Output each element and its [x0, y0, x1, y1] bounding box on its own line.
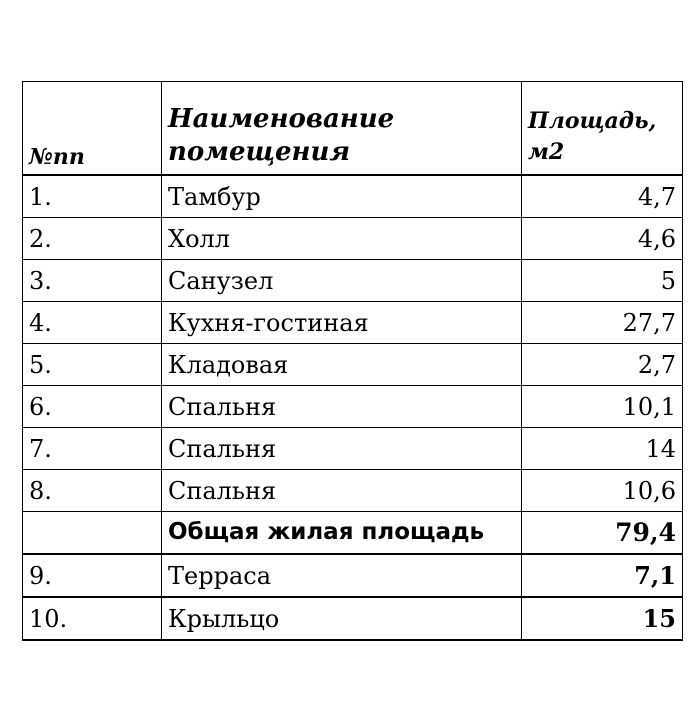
table-row	[23, 386, 683, 428]
total-number	[23, 512, 162, 555]
room-area: 27,7	[522, 302, 683, 344]
row-number: 6.	[23, 386, 162, 428]
row-number: 1.	[23, 175, 162, 218]
row-number: 7.	[23, 428, 162, 470]
room-area: 5	[522, 260, 683, 302]
total-row	[23, 512, 683, 555]
room-name: Спальня	[162, 470, 522, 512]
table-row	[23, 175, 683, 218]
room-area-table	[22, 81, 683, 641]
row-number: 5.	[23, 344, 162, 386]
table-row	[23, 597, 683, 640]
room-area: 10,1	[522, 386, 683, 428]
table-row	[23, 428, 683, 470]
row-number: 2.	[23, 218, 162, 260]
room-name: Тамбур	[162, 175, 522, 218]
table-row	[23, 218, 683, 260]
room-name: Крыльцо	[162, 597, 522, 640]
header-name: Наименование помещения	[162, 82, 522, 176]
total-area: 79,4	[522, 512, 683, 555]
room-area: 4,6	[522, 218, 683, 260]
room-name: Холл	[162, 218, 522, 260]
room-area: 15	[522, 597, 683, 640]
room-name: Спальня	[162, 428, 522, 470]
table-row	[23, 470, 683, 512]
room-name: Спальня	[162, 386, 522, 428]
row-number: 4.	[23, 302, 162, 344]
room-name: Кухня-гостиная	[162, 302, 522, 344]
header-row	[23, 82, 683, 176]
table-row	[23, 554, 683, 597]
header-area: Площадь, м2	[522, 82, 683, 176]
row-number: 10.	[23, 597, 162, 640]
row-number: 8.	[23, 470, 162, 512]
row-number: 9.	[23, 554, 162, 597]
room-area: 14	[522, 428, 683, 470]
table-row	[23, 302, 683, 344]
room-area: 10,6	[522, 470, 683, 512]
table-row	[23, 260, 683, 302]
room-area: 7,1	[522, 554, 683, 597]
room-name: Кладовая	[162, 344, 522, 386]
room-area: 2,7	[522, 344, 683, 386]
header-number: №пп	[23, 82, 162, 176]
room-name: Санузел	[162, 260, 522, 302]
row-number: 3.	[23, 260, 162, 302]
table-row	[23, 344, 683, 386]
room-area: 4,7	[522, 175, 683, 218]
room-name: Терраса	[162, 554, 522, 597]
room-area-table-container	[22, 81, 682, 641]
total-label: Общая жилая площадь	[162, 512, 522, 555]
